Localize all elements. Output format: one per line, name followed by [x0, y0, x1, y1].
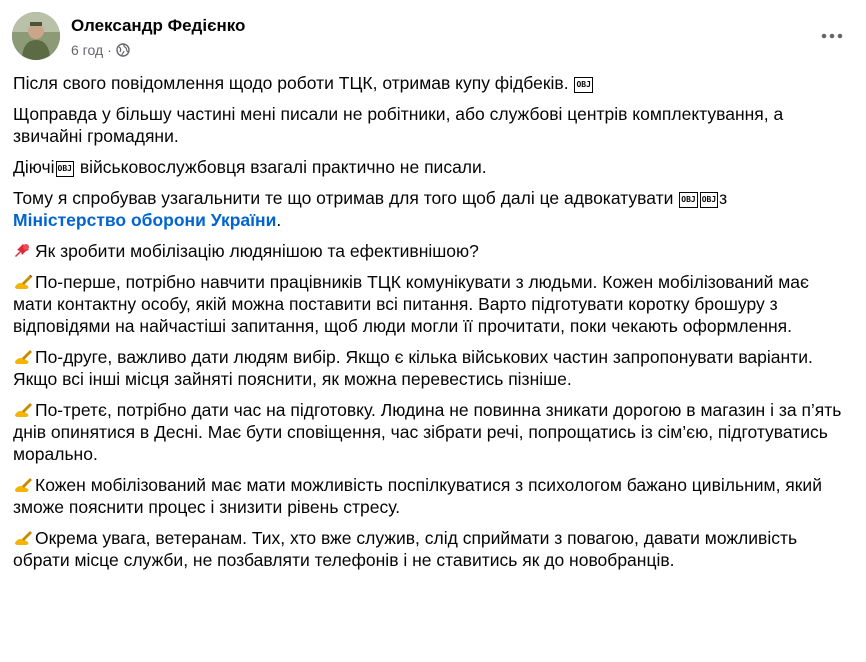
- writing-hand-icon: [13, 273, 33, 291]
- writing-hand-icon: [13, 529, 33, 547]
- avatar-photo: [12, 12, 60, 60]
- globe-icon[interactable]: [116, 43, 130, 57]
- post-header: [12, 12, 854, 62]
- obj-glyph: OBJ: [574, 77, 592, 93]
- ministry-defense-link[interactable]: Міністерство оборони України: [13, 210, 277, 230]
- paragraph: Щоправда у більшу частині мені писали не робітники, або службові центрів комплектування, а звичайні громадяни.: [13, 104, 784, 146]
- paragraph: Окрема увага, ветеранам. Тих, хто вже служив, слід сприймати з повагою, давати можливість обрати місце служби, не позбавляти телефонів і не ставитись як до новобранців.: [13, 528, 798, 570]
- writing-hand-icon: [13, 401, 33, 419]
- paragraph: По-друге, важливо дати людям вибір. Якщо є кілька військових частин запропонувати варіанти. Якщо всі інші місця зайняті пояснити, як можна перевестись пізніше.: [13, 347, 813, 389]
- paragraph: По-перше, потрібно навчити працівників ТЦК комунікувати з людьми. Кожен мобілізований має мати контактну особу, якій можна поставити всі питання. Варто підготувати коротку брошуру з відповідями на найчастіші запитання, щоб люди могли її прочитати, поки чекають оформлення.: [13, 272, 809, 336]
- paragraph: Як зробити мобілізацію людянішою та ефективнішою?: [13, 240, 843, 262]
- author-avatar[interactable]: [12, 12, 60, 60]
- pushpin-icon: [13, 242, 33, 260]
- obj-glyph: OBJ: [700, 192, 718, 208]
- paragraph: Тому я спробував узагальнити те що отримав для того щоб далі це адвокатувати OBJ OBJ з Міністерство оборони України.: [13, 188, 728, 230]
- meta-separator: ·: [107, 42, 112, 58]
- more-options-icon[interactable]: [818, 24, 846, 48]
- obj-glyph: OBJ: [56, 161, 74, 177]
- author-name[interactable]: Олександр Федієнко: [71, 16, 246, 35]
- post-meta: [71, 42, 130, 58]
- writing-hand-icon: [13, 348, 33, 366]
- paragraph: Після свого повідомлення щодо роботи ТЦК, отримав купу фідбеків. OBJ: [13, 73, 591, 93]
- post-time[interactable]: 6 год: [71, 42, 104, 58]
- paragraph: Кожен мобілізований має мати можливість поспілкуватися з психологом бажано цивільним, який зможе пояснити процес і знизити рівень стресу.: [13, 475, 822, 517]
- post-body: [13, 72, 843, 580]
- obj-glyph: OBJ: [679, 192, 697, 208]
- paragraph: По-третє, потрібно дати час на підготовку. Людина не повинна зникати дорогою в магазин і за п’ять днів опинятися в Десні. Має бути сповіщення, час зібрати речі, попрощатись із сім’єю, підготуватись морально.: [13, 400, 842, 464]
- paragraph: Діючі OBJ військовослужбовця взагалі практично не писали.: [13, 157, 487, 177]
- writing-hand-icon: [13, 476, 33, 494]
